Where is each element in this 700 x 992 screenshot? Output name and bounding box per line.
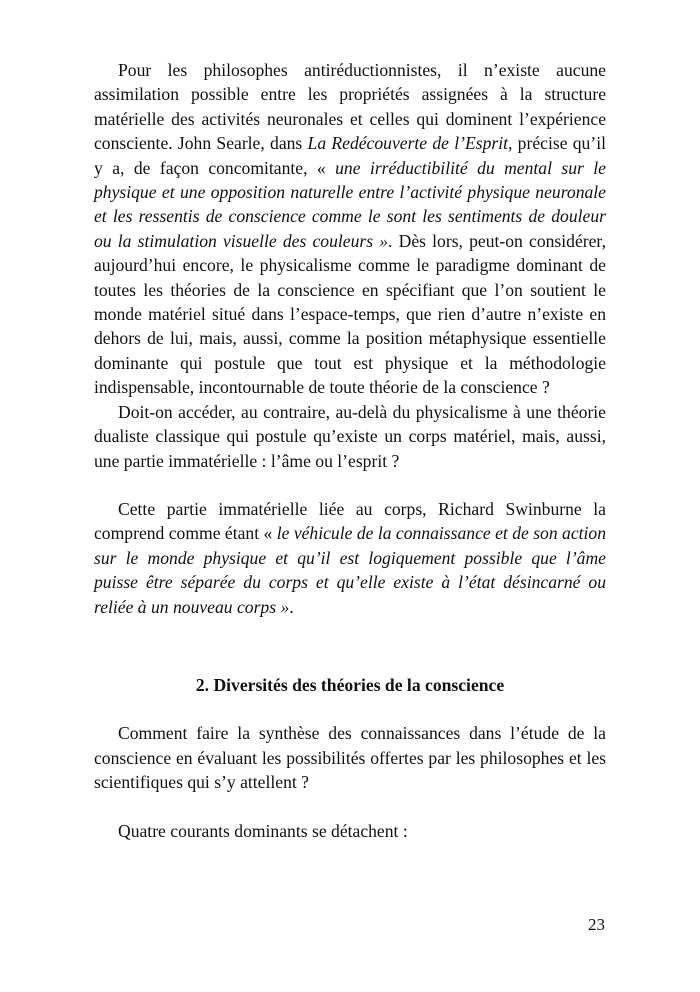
paragraph-text: Pour les philosophes antiréductionnistes, il n’existe aucune assimilation possible entre les propriétés assignées à la structure matérielle des activités neuronales et celles qui dominent l’expérience consciente. John Searle, dans (94, 60, 606, 154)
paragraph-text: Cette partie immatérielle liée au corps, Richard Swinburne la comprend comme étant « (94, 498, 606, 544)
paragraph-antireductionism (94, 58, 606, 400)
searle-quote: une irréductibilité du mental sur le physique et une opposition naturelle entre l’activité physique neuronale et les ressentis de conscience comme le sont les sentiments de douleur ou la stimulation visuelle des couleurs » (94, 157, 606, 251)
section-heading: 2. Diversités des théories de la conscience (195, 674, 505, 695)
paragraph-synthesis: Comment faire la synthèse des connaissances dans l’étude de la conscience en évaluant les possibilités offertes par les philosophes et les scientifiques qui s’y attellent ? (94, 723, 606, 793)
paragraph-currents: Quatre courants dominants se détachent : (118, 820, 408, 841)
paragraph-text: précise qu’il y a, de façon concomitante, « (94, 133, 606, 178)
paragraph-dualism: Doit-on accéder, au contraire, au-delà du physicalisme à une théorie dualiste classique qui postule qu’existe un corps matériel, mais, aussi, une partie immatérielle : l’âme ou l’esprit ? (94, 401, 606, 471)
page-body (94, 58, 606, 843)
book-title: La Redécouverte de l’Esprit, (307, 133, 513, 154)
paragraph-text: . Dès lors, peut-on considérer, aujourd’hui encore, le physicalisme comme le paradigme dominant de toutes les théories de la conscience en spécifiant que l’on soutient le monde matériel situé dans l’espace-temps, que rien d’autre n’existe en dehors de lui, mais, aussi, comme la position métaphysique essentielle dominante qui postule que tout est physique et la méthodologie indispensable, incontournable de toute théorie de la conscience ? (94, 230, 606, 398)
paragraph-text: . (289, 596, 294, 617)
paragraph-swinburne (94, 497, 606, 619)
swinburne-quote: le véhicule de la connaissance et de son action sur le monde physique et qu’il est logiquement possible que l’âme puisse être séparée du corps et qu’elle existe à l’état désincarné ou reliée à un nouveau corps » (94, 523, 607, 617)
page-number: 23 (588, 915, 605, 934)
